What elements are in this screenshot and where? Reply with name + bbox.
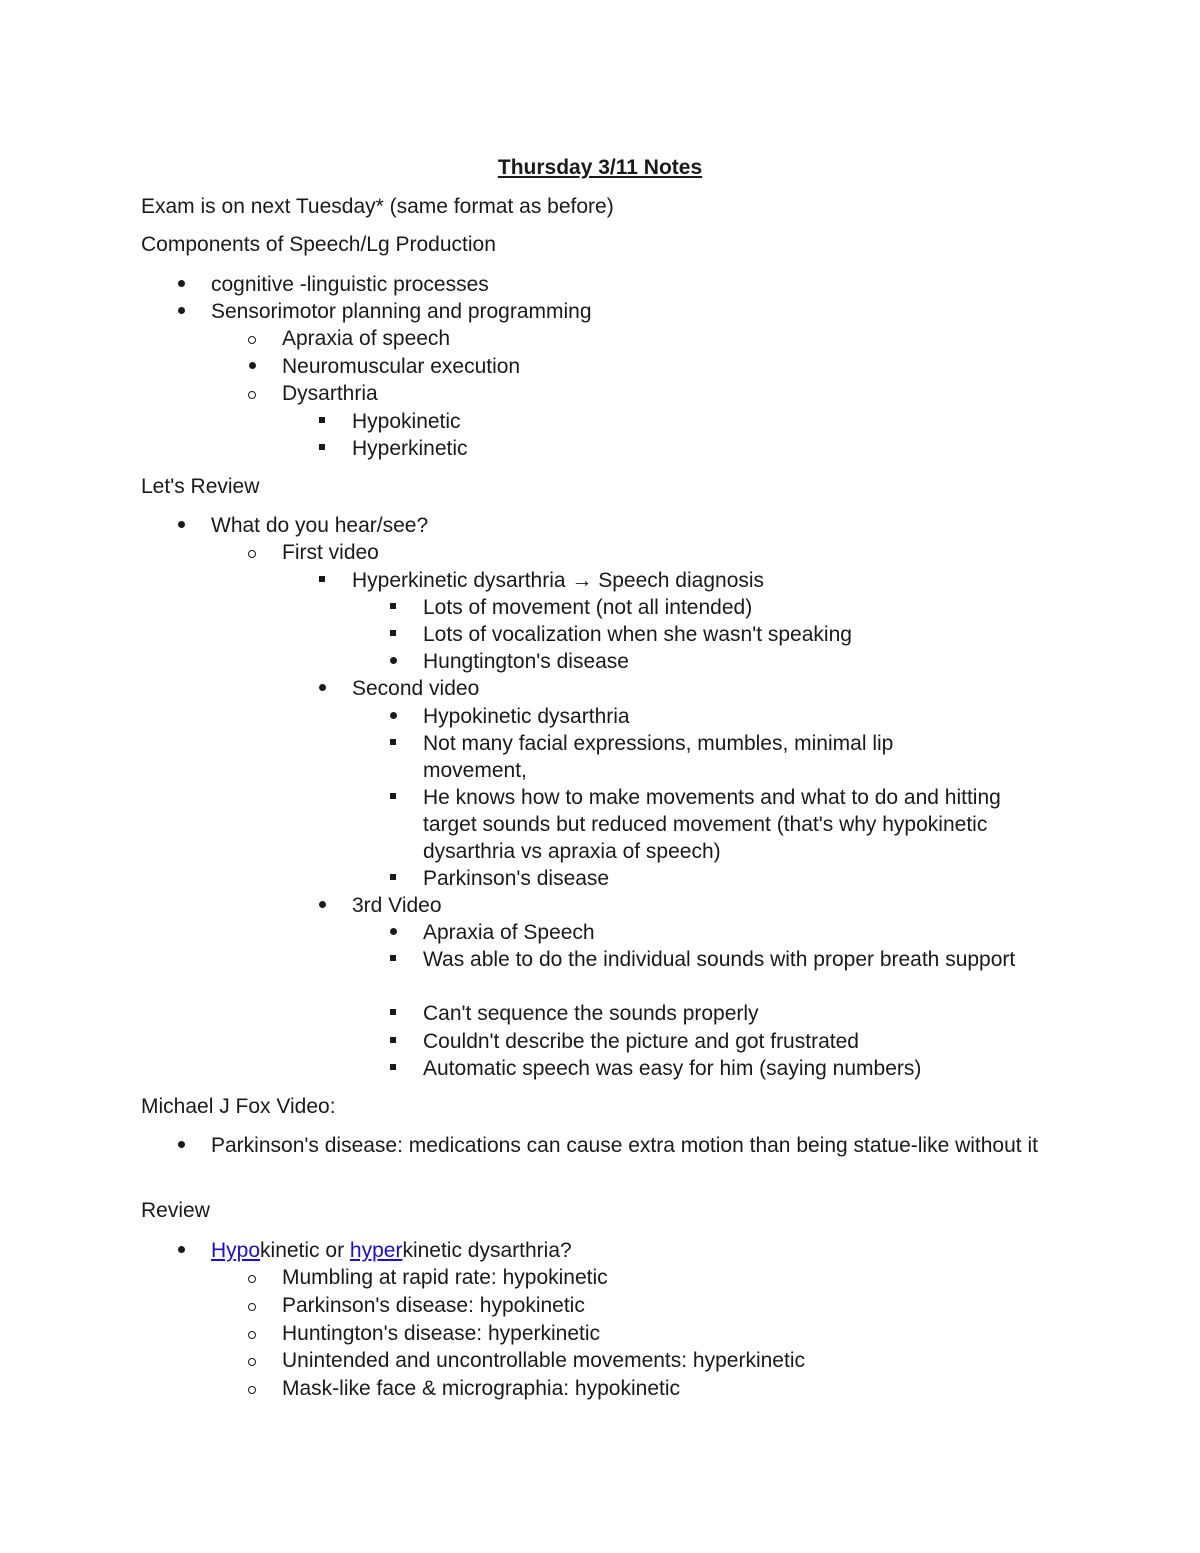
bullet-square xyxy=(383,621,403,648)
list-item: Hungtington's disease xyxy=(423,650,629,673)
question-text: kinetic or xyxy=(260,1239,350,1262)
list-item-answer: Mask-like face & micrographia: hypokinetic xyxy=(282,1377,680,1400)
bullet-square xyxy=(383,1000,403,1027)
bullet-ring xyxy=(242,1375,262,1402)
list-item-third-video: 3rd Video xyxy=(352,894,442,917)
exam-note: Exam is on next Tuesday* (same format as before) xyxy=(141,195,614,218)
bullet-square xyxy=(383,946,403,973)
list-item-first-video: First video xyxy=(282,541,379,564)
bullet-ring xyxy=(242,1320,262,1347)
list-item: Automatic speech was easy for him (saying numbers) xyxy=(423,1057,922,1080)
list-item-answer: Parkinson's disease: hypokinetic xyxy=(282,1294,585,1317)
bullet-dot xyxy=(312,675,332,702)
bullet-square xyxy=(383,1055,403,1082)
list-item-review-question xyxy=(211,1237,572,1264)
list-item: Can't sequence the sounds properly xyxy=(423,1002,759,1025)
list-item: Not many facial expressions, mumbles, minimal lip movement, xyxy=(423,732,894,782)
list-item: Was able to do the individual sounds with proper breath support xyxy=(423,948,1016,971)
bullet-square xyxy=(383,1028,403,1055)
list-item-hyperkinetic: Hyperkinetic xyxy=(352,437,468,460)
list-item-sensorimotor: Sensorimotor planning and programming xyxy=(211,300,592,323)
bullet-dot xyxy=(171,271,191,298)
bullet-ring xyxy=(242,1264,262,1291)
list-item-answer: Mumbling at rapid rate: hypokinetic xyxy=(282,1266,608,1289)
list-item-dysarthria: Dysarthria xyxy=(282,382,378,405)
list-item-cognitive: cognitive -linguistic processes xyxy=(211,273,489,296)
list-item-question: What do you hear/see? xyxy=(211,514,429,537)
list-item-answer: Huntington's disease: hyperkinetic xyxy=(282,1322,601,1345)
list-item: Apraxia of Speech xyxy=(423,921,595,944)
list-item: Couldn't describe the picture and got frustrated xyxy=(423,1030,859,1053)
review-heading: Review xyxy=(141,1199,210,1222)
list-item-answer: Unintended and uncontrollable movements: hyperkinetic xyxy=(282,1349,805,1372)
bullet-square xyxy=(383,594,403,621)
bullet-square xyxy=(383,730,403,757)
list-item-first-diagnosis: Hyperkinetic dysarthria → Speech diagnosis xyxy=(352,569,765,592)
list-item-mjf: Parkinson's disease: medications can cause extra motion than being statue-like without it xyxy=(211,1134,1038,1157)
bullet-dot xyxy=(383,703,403,730)
bullet-ring xyxy=(242,380,262,407)
list-item: Hypokinetic dysarthria xyxy=(423,705,630,728)
list-item: Lots of movement (not all intended) xyxy=(423,596,753,619)
bullet-dot xyxy=(171,298,191,325)
bullet-ring xyxy=(242,325,262,352)
list-item: Parkinson's disease xyxy=(423,867,610,890)
bullet-dot xyxy=(312,892,332,919)
hypo-link[interactable]: Hypo xyxy=(211,1239,261,1262)
list-item-hypokinetic: Hypokinetic xyxy=(352,410,461,433)
bullet-dot xyxy=(242,353,262,380)
bullet-dot xyxy=(171,1237,191,1264)
bullet-square xyxy=(312,435,332,462)
list-item: Lots of vocalization when she wasn't speaking xyxy=(423,623,852,646)
bullet-ring xyxy=(242,1292,262,1319)
bullet-dot xyxy=(383,919,403,946)
hyper-link[interactable]: hyper xyxy=(349,1239,403,1262)
list-item-apraxia: Apraxia of speech xyxy=(282,327,451,350)
lets-review-heading: Let's Review xyxy=(141,475,260,498)
list-item: He knows how to make movements and what to do and hitting target sounds but reduced movement (that's why hypokinetic dysarthria vs apraxia of speech) xyxy=(423,786,1001,863)
bullet-square xyxy=(383,865,403,892)
list-item-neuromuscular: Neuromuscular execution xyxy=(282,355,521,378)
components-heading: Components of Speech/Lg Production xyxy=(141,233,496,256)
list-item-second-video: Second video xyxy=(352,677,480,700)
bullet-ring xyxy=(242,1347,262,1374)
page-title: Thursday 3/11 Notes xyxy=(497,156,703,179)
bullet-ring xyxy=(242,539,262,566)
bullet-square xyxy=(383,784,403,811)
bullet-square xyxy=(312,567,332,594)
mjf-heading: Michael J Fox Video: xyxy=(141,1095,336,1118)
bullet-dot xyxy=(171,512,191,539)
bullet-dot xyxy=(171,1132,191,1159)
bullet-dot xyxy=(383,648,403,675)
bullet-square xyxy=(312,408,332,435)
question-text: kinetic dysarthria? xyxy=(402,1239,572,1262)
